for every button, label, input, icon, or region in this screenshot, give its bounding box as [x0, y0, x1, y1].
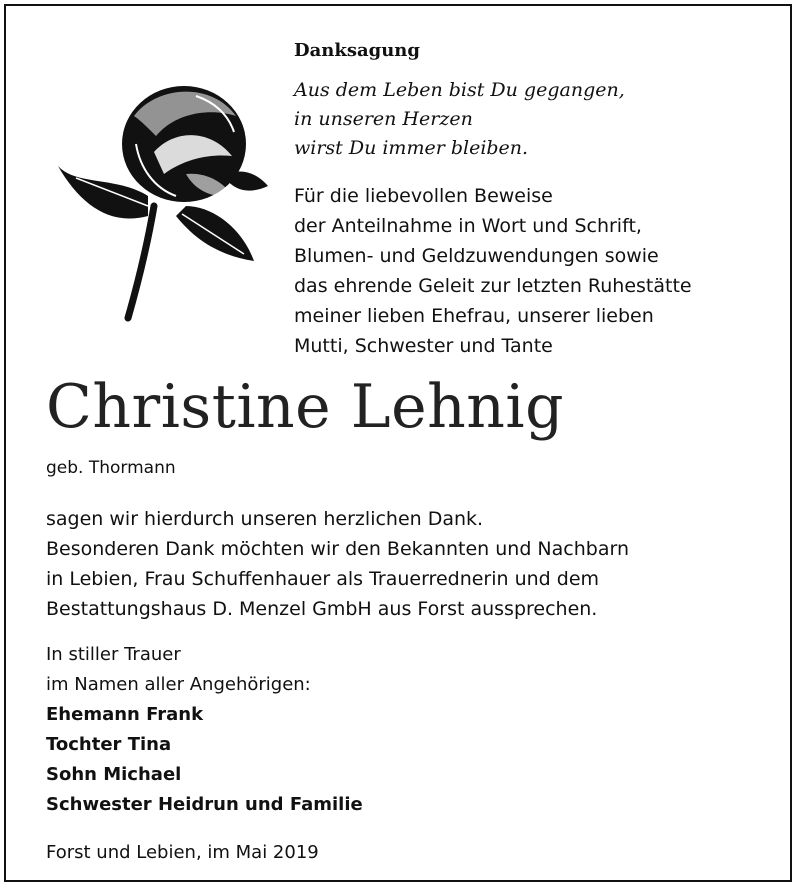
mourning-line: im Namen aller Angehörigen:	[46, 674, 311, 695]
thanks-body: sagen wir hierdurch unseren herzlichen Dank. Besonderen Dank möchten wir den Bekannten und Nachbarn in Lebien, Frau Schuffenhauer als Trauerrednerin und dem Bestattungshaus D. Menzel GmbH aus Forst aussprechen.	[46, 508, 629, 620]
place-date: Forst und Lebien, im Mai 2019	[46, 842, 319, 863]
verse: Aus dem Leben bist Du gegangen, in unseren Herzen wirst Du immer bleiben.	[294, 79, 625, 159]
rose-icon	[36, 56, 276, 326]
birth-name: geb. Thormann	[46, 458, 176, 478]
deceased-name: Christine Lehnig	[46, 372, 564, 442]
relative-name: Schwester Heidrun und Familie	[46, 794, 363, 815]
obituary-card	[4, 4, 792, 882]
mourning-block	[46, 640, 363, 820]
relative-name: Tochter Tina	[46, 734, 172, 755]
heading: Danksagung	[294, 40, 420, 61]
relative-name: Sohn Michael	[46, 764, 182, 785]
thanks-intro: Für die liebevollen Beweise der Anteilnahme in Wort und Schrift, Blumen- und Geldzuwendungen sowie das ehrende Geleit zur letzten Ruhestätte meiner lieben Ehefrau, unserer lieben Mutti, Schwester und Tante	[294, 185, 692, 357]
relative-name: Ehemann Frank	[46, 704, 204, 725]
mourning-line: In stiller Trauer	[46, 644, 181, 665]
